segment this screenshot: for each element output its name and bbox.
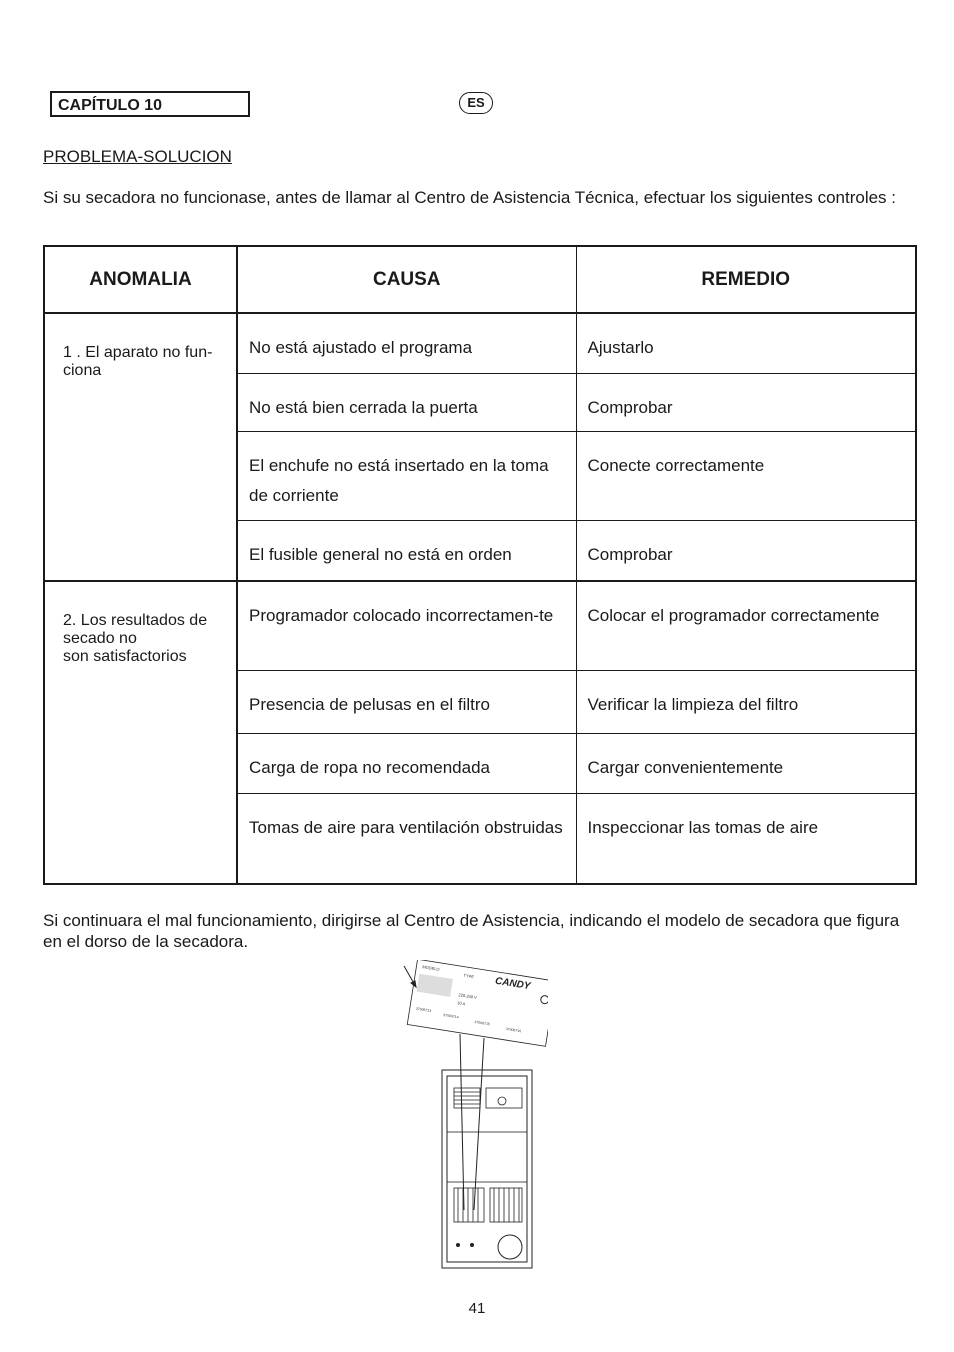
- header-cause: CAUSA: [237, 246, 576, 313]
- troubleshooting-table: [43, 245, 917, 885]
- svg-text:220-240 V: 220-240 V: [458, 992, 478, 1000]
- anomaly-cell: [44, 581, 237, 884]
- header-anomaly: ANOMALIA: [44, 246, 237, 313]
- remedy-cell: Ajustarlo: [576, 313, 916, 373]
- svg-text:MODELO: MODELO: [422, 964, 440, 972]
- cause-cell: Carga de ropa no recomendada: [237, 733, 576, 793]
- dryer-back-icon: [398, 960, 548, 1272]
- table-row: [44, 581, 916, 670]
- rating-plate-illustration: [398, 960, 548, 1272]
- remedy-cell: Cargar convenientemente: [576, 733, 916, 793]
- anomaly-text: 2. Los resultados de secado no son satisfactorios: [63, 612, 208, 665]
- cause-cell: El enchufe no está insertado en la toma de corriente: [237, 431, 576, 520]
- header-remedy: REMEDIO: [576, 246, 916, 313]
- svg-text:37006715: 37006715: [474, 1019, 491, 1027]
- chapter-label: CAPÍTULO 10: [50, 91, 250, 117]
- remedy-cell: Inspeccionar las tomas de aire: [576, 793, 916, 884]
- section-title: PROBLEMA-SOLUCION: [43, 147, 232, 166]
- cause-cell: No está ajustado el programa: [237, 313, 576, 373]
- remedy-cell: Colocar el programador correctamente: [576, 581, 916, 670]
- remedy-cell: Verificar la limpieza del filtro: [576, 670, 916, 733]
- cause-cell: No está bien cerrada la puerta: [237, 373, 576, 431]
- page-number: 41: [468, 1300, 486, 1317]
- anomaly-cell: [44, 313, 237, 581]
- remedy-cell: Comprobar: [576, 373, 916, 431]
- svg-text:37006713: 37006713: [415, 1006, 432, 1014]
- svg-text:10 A: 10 A: [456, 1000, 466, 1007]
- brand-text: CANDY: [494, 975, 532, 993]
- table-header-row: [44, 246, 916, 313]
- intro-paragraph: Si su secadora no funcionase, antes de llamar al Centro de Asistencia Técnica, efectuar los siguientes controles :: [43, 188, 896, 207]
- cause-cell: Tomas de aire para ventilación obstruidas: [237, 793, 576, 884]
- table-row: [44, 313, 916, 373]
- outro-paragraph: Si continuara el mal funcionamiento, dirigirse al Centro de Asistencia, indicando el modelo de secadora que figura en el dorso de la secadora.: [43, 911, 900, 951]
- svg-text:37006714: 37006714: [442, 1012, 459, 1020]
- svg-text:37006716: 37006716: [505, 1026, 522, 1034]
- remedy-cell: Comprobar: [576, 520, 916, 581]
- cause-cell: El fusible general no está en orden: [237, 520, 576, 581]
- remedy-cell: Conecte correctamente: [576, 431, 916, 520]
- anomaly-text: 1 . El aparato no fun- ciona: [63, 344, 213, 379]
- cause-cell: Presencia de pelusas en el filtro: [237, 670, 576, 733]
- cause-cell: Programador colocado incorrectamen-te: [237, 581, 576, 670]
- svg-text:TYPE: TYPE: [463, 972, 475, 980]
- language-badge: ES: [459, 92, 493, 114]
